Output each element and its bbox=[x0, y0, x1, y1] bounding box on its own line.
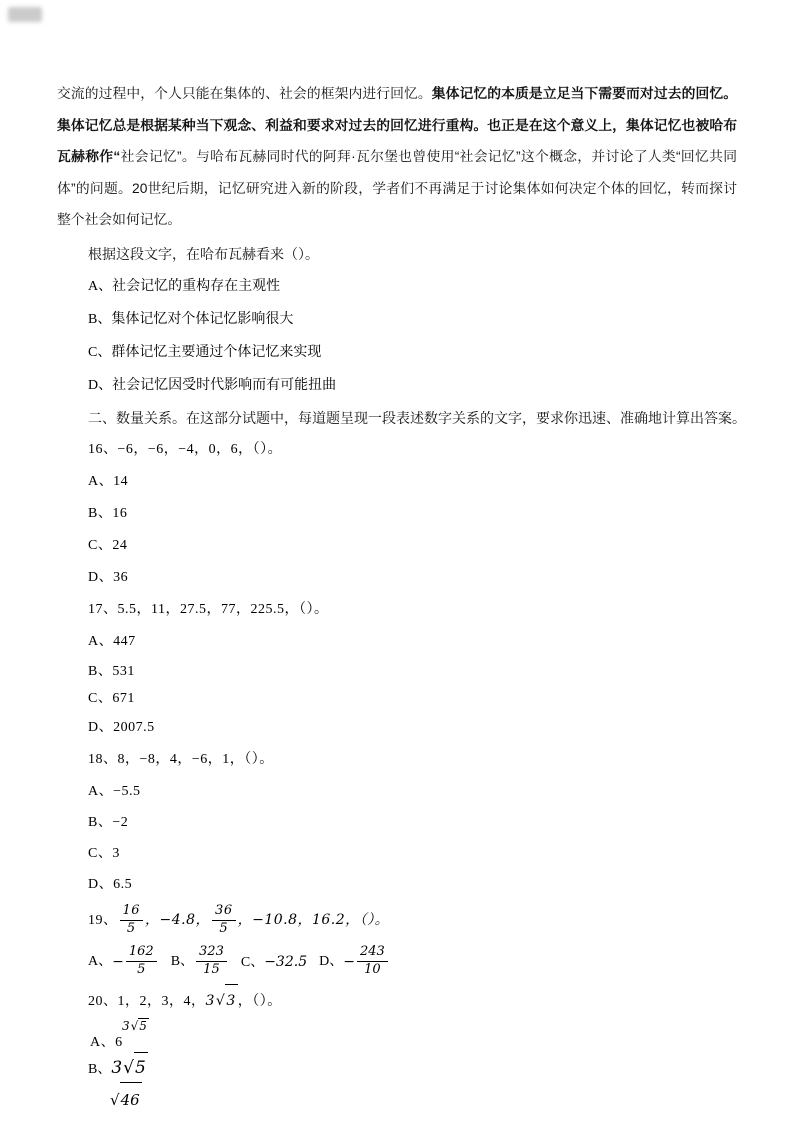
option-label: D、 bbox=[319, 954, 344, 970]
scan-artifact bbox=[8, 7, 42, 22]
radicand: 3 bbox=[225, 984, 237, 1017]
q15-option-c: C、群体记忆主要通过个体记忆来实现 bbox=[88, 344, 322, 360]
minus-sign: − bbox=[112, 953, 124, 970]
radical-coefficient: 3 bbox=[111, 1057, 123, 1078]
section-2-heading: 二、数量关系。在这部分试题中，每道题呈现一段表述数字关系的文字，要求你迅速、准确地计算出答案。 bbox=[88, 409, 746, 426]
q20-option-b bbox=[57, 1052, 737, 1082]
q17-option-a: A、447 bbox=[88, 633, 136, 649]
q17-stem: 17、5.5，11，27.5，77，225.5，（）。 bbox=[88, 601, 329, 617]
q20-stem-prefix: 20、1，2，3，4， bbox=[88, 993, 206, 1009]
option-value: −32.5 bbox=[264, 953, 308, 970]
q16-option-c: C、24 bbox=[88, 537, 128, 553]
fraction-denominator: 15 bbox=[203, 962, 220, 978]
q16-option-d: D、36 bbox=[88, 569, 129, 585]
option-label: B、 bbox=[170, 954, 195, 969]
q19-stem-suffix: ，−10.8，16.2，（）。 bbox=[237, 911, 390, 928]
q19-options-row bbox=[57, 941, 737, 984]
document-content bbox=[57, 78, 746, 1116]
option-label: A、 bbox=[88, 954, 113, 970]
radical-coefficient: 3 bbox=[122, 1018, 130, 1033]
fraction-numerator: 243 bbox=[357, 945, 388, 962]
q19-stem bbox=[57, 900, 737, 941]
q19-option-b-fraction bbox=[196, 945, 227, 978]
q19-option-b bbox=[171, 941, 229, 983]
q20-option-c-radical bbox=[110, 1082, 142, 1117]
q16-option-b: B、16 bbox=[88, 505, 128, 521]
fraction-denominator: 5 bbox=[137, 962, 146, 978]
q20-option-b-radical bbox=[111, 1052, 148, 1083]
radicand: 5 bbox=[139, 1018, 147, 1033]
q16-option-a: A、14 bbox=[88, 473, 129, 489]
radical-coefficient: 3 bbox=[205, 992, 215, 1009]
q19-fraction-1 bbox=[120, 904, 144, 937]
fraction-numerator: 323 bbox=[196, 945, 227, 962]
fraction-numerator: 16 bbox=[120, 904, 144, 921]
passage-text-normal-1: 交流的过程中，个人只能在集体的、社会的框架内进行回忆。 bbox=[57, 86, 432, 101]
q20-stem bbox=[57, 984, 737, 1018]
q20-floating-formula bbox=[122, 1018, 149, 1033]
q17-option-c: C、671 bbox=[88, 690, 135, 706]
passage-text-normal-2: 社会记忆”。与哈布瓦赫同时代的阿拜·瓦尔堡也曾使用“社会记忆”这个概念，并讨论了人类“回忆共同体”的问题。20世纪后期，记忆研究进入新的阶段，学者们不再满足于讨论集体如何决定个体的回忆，转而探讨整个社会如何记忆。 bbox=[57, 149, 737, 227]
q18-stem: 18、8，−8，4，−6，1，（）。 bbox=[88, 751, 274, 767]
q18-option-b: B、−2 bbox=[88, 814, 129, 830]
q17-option-d: D、2007.5 bbox=[88, 719, 155, 735]
fraction-denominator: 10 bbox=[364, 962, 381, 978]
q17-option-b: B、531 bbox=[88, 663, 135, 679]
q19-option-a bbox=[88, 941, 159, 983]
q18-option-a: A、−5.5 bbox=[88, 783, 141, 799]
q15-stem: 根据这段文字，在哈布瓦赫看来（）。 bbox=[88, 245, 319, 262]
q15-option-b: B、集体记忆对个体记忆影响很大 bbox=[88, 311, 294, 327]
radical-sign-icon: √ bbox=[130, 1018, 139, 1033]
radical-sign-icon: √ bbox=[110, 1090, 120, 1109]
q20-stem-radical bbox=[206, 984, 238, 1017]
radical-sign-icon: √ bbox=[123, 1057, 135, 1078]
q19-option-c bbox=[241, 941, 307, 984]
q19-option-a-fraction bbox=[126, 945, 157, 978]
q19-option-d bbox=[319, 941, 390, 983]
q19-option-d-fraction bbox=[357, 945, 388, 978]
q20-option-a-cluster bbox=[57, 1018, 737, 1052]
radicand: 5 bbox=[134, 1052, 148, 1083]
radical-sign-icon: √ bbox=[215, 992, 226, 1009]
passage-text-bold: 集体记忆的本质是立足当下需要而对过去的回忆。集体记忆总是根据某种当下观念、利益和要求对过去的回忆进行重构。也正是在这个意义上，集体记忆也被哈布瓦赫称作“ bbox=[57, 86, 738, 164]
fraction-numerator: 162 bbox=[126, 945, 157, 962]
option-label: B、 bbox=[88, 1061, 112, 1077]
q19-stem-mid: ，−4.8， bbox=[145, 911, 211, 928]
q20-option-c-formula bbox=[57, 1082, 737, 1116]
q20-option-a: A、6 bbox=[90, 1034, 123, 1050]
q16-stem: 16、−6，−6，−4，0，6，（）。 bbox=[88, 441, 283, 457]
q19-stem-prefix: 19、 bbox=[88, 912, 118, 928]
fraction-denominator: 5 bbox=[219, 920, 229, 936]
q18-option-c: C、3 bbox=[88, 845, 120, 861]
q15-option-d: D、社会记忆因受时代影响而有可能扭曲 bbox=[88, 377, 337, 393]
minus-sign: − bbox=[343, 953, 355, 970]
fraction-denominator: 5 bbox=[126, 920, 136, 936]
fraction-numerator: 36 bbox=[212, 904, 236, 921]
radicand: 46 bbox=[120, 1082, 142, 1117]
q18-option-d: D、6.5 bbox=[88, 876, 133, 892]
option-label: C、 bbox=[240, 954, 265, 970]
q19-fraction-2 bbox=[212, 904, 236, 937]
passage-paragraph bbox=[57, 78, 737, 236]
q15-option-a: A、社会记忆的重构存在主观性 bbox=[88, 278, 281, 294]
q20-stem-suffix: ，（）。 bbox=[237, 993, 282, 1009]
